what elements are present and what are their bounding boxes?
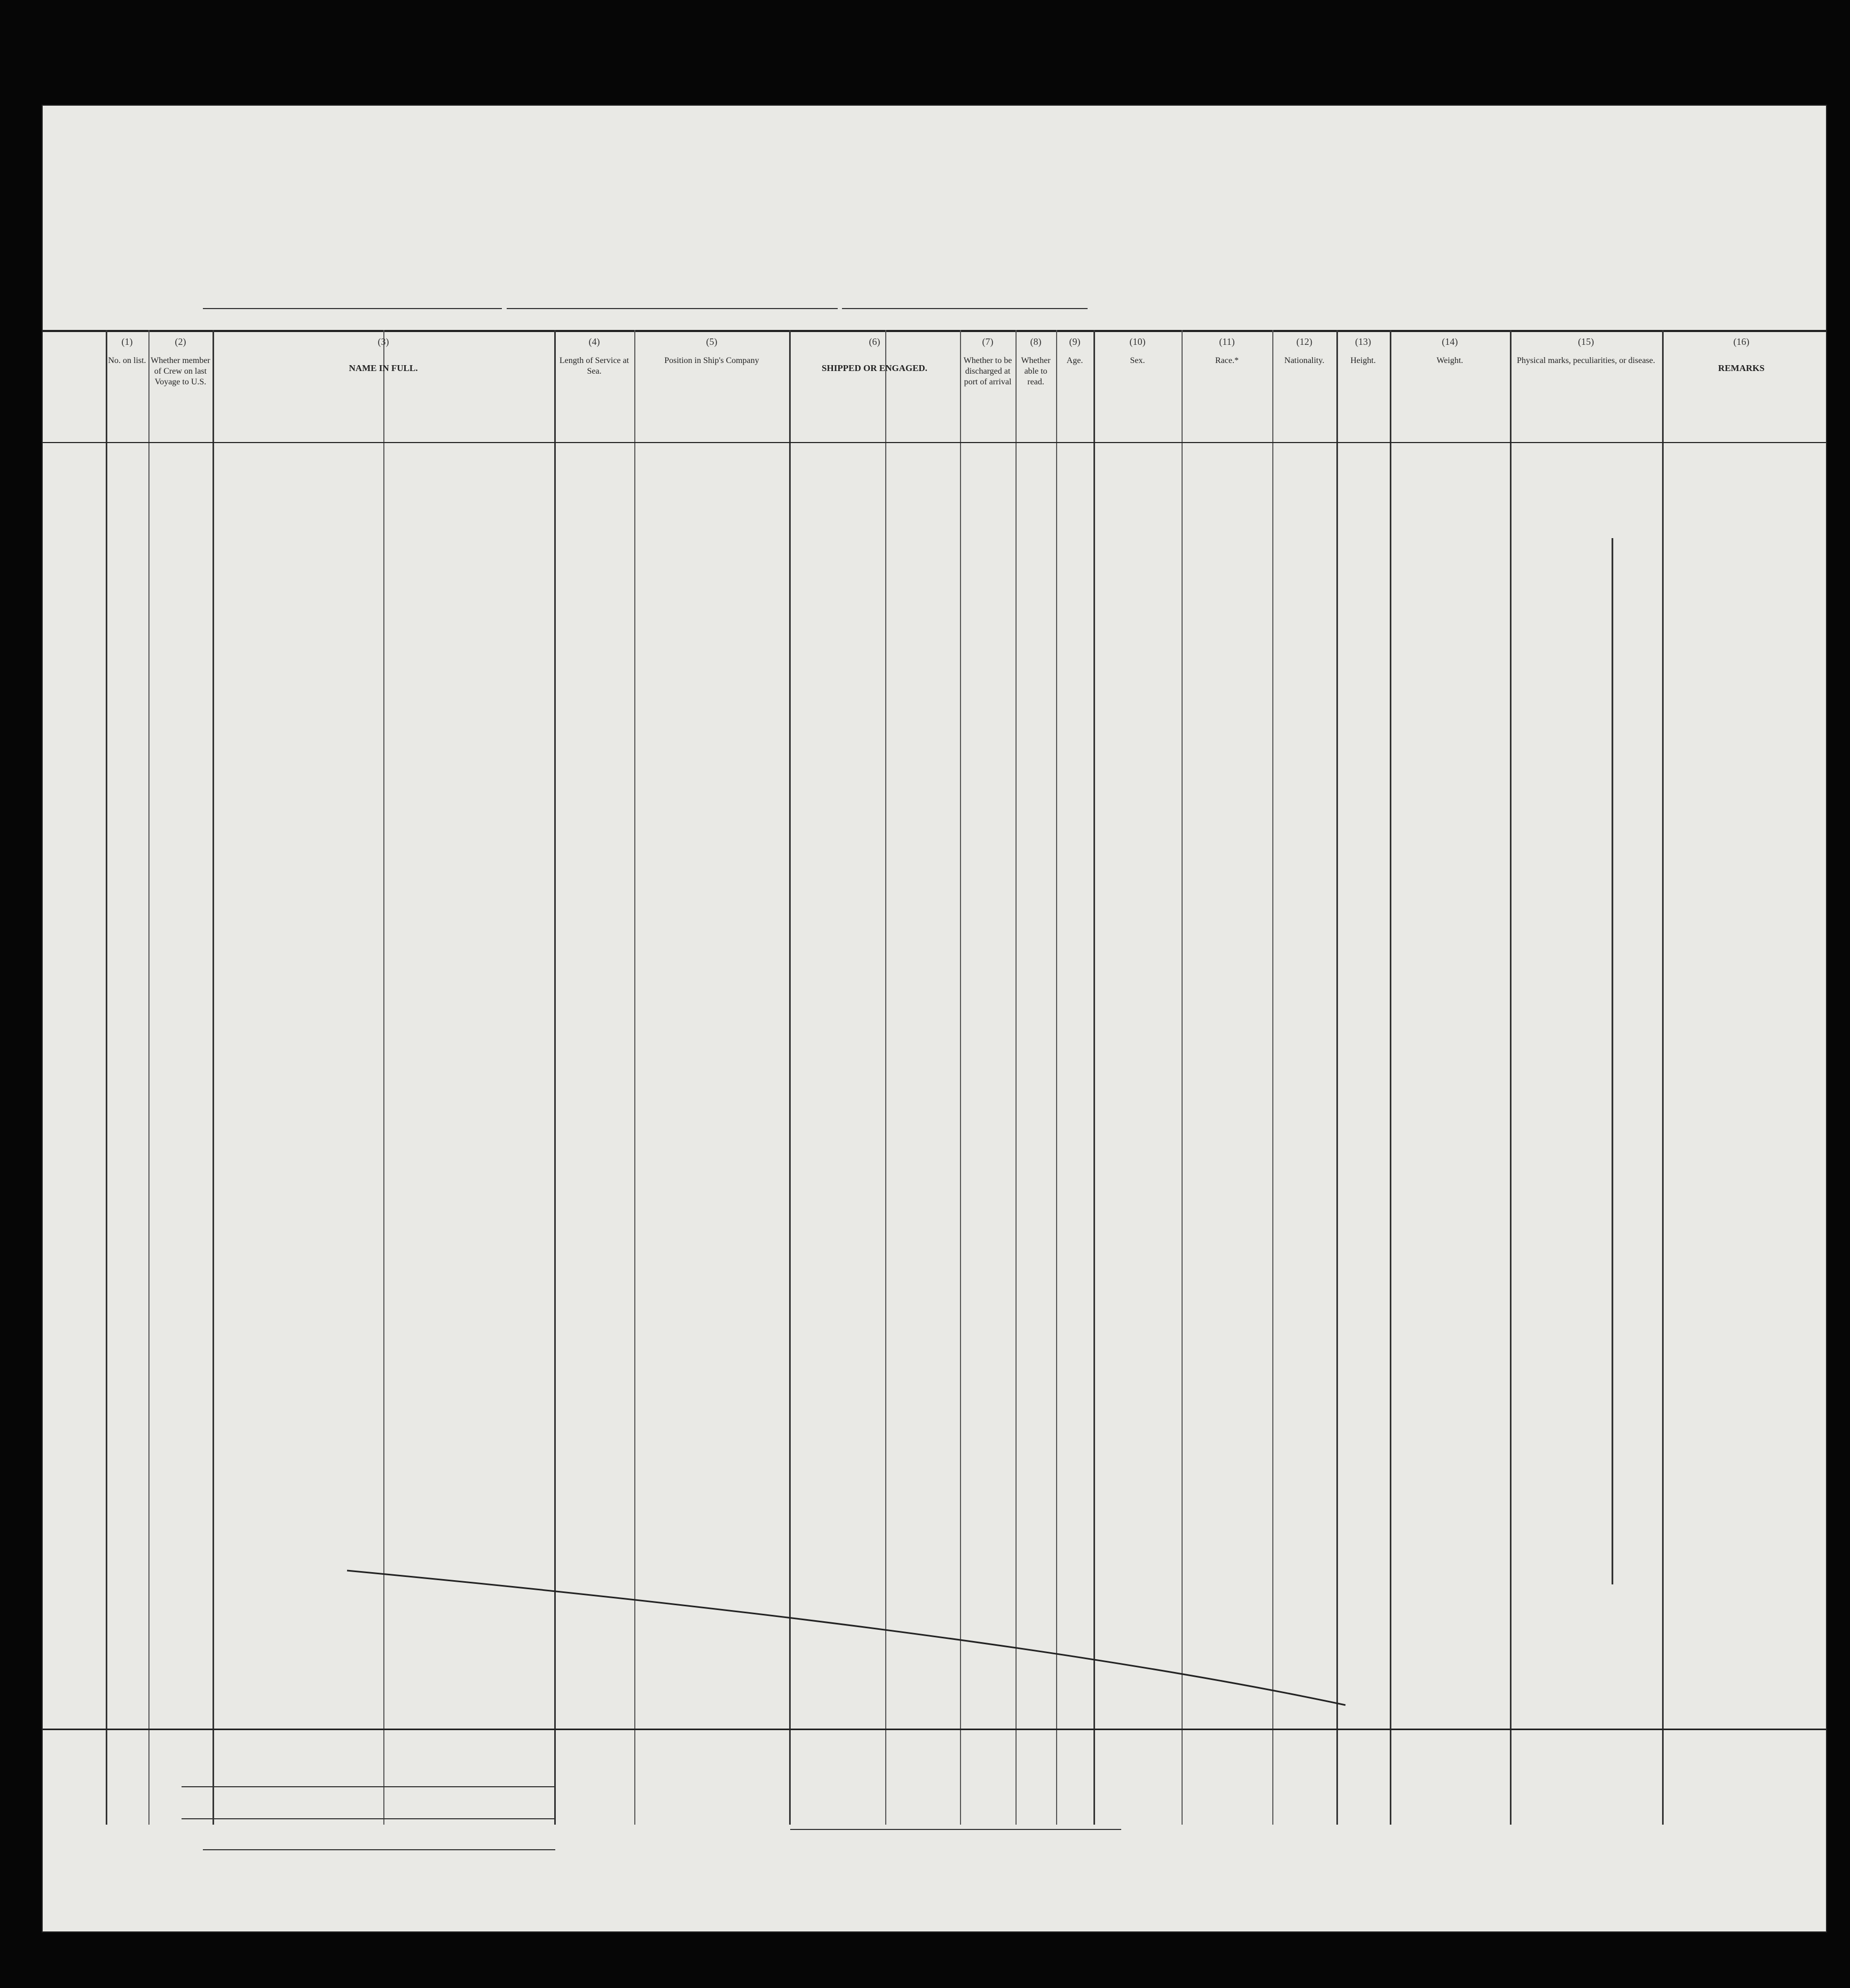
column-number: (4) <box>588 336 600 347</box>
column-number: (2) <box>175 336 186 347</box>
column-label: Race.* <box>1215 356 1239 365</box>
column-number: (10) <box>1129 336 1146 347</box>
column-label: REMARKS <box>1718 363 1765 373</box>
column-label: Whether member of Crew on last Voyage to U.S. <box>151 356 210 386</box>
manifest-sheet <box>42 105 1827 1932</box>
column-number: (3) <box>377 336 389 347</box>
inspector-underline <box>790 1829 1121 1830</box>
owners-underline <box>182 1818 555 1819</box>
column-number: (7) <box>982 336 994 347</box>
column-label: Weight. <box>1436 356 1463 365</box>
column-number: (1) <box>121 336 133 347</box>
cancel-line <box>347 1571 1345 1705</box>
column-label: No. on list. <box>108 356 146 365</box>
column-label: Whether able to read. <box>1021 356 1051 386</box>
column-label: SHIPPED OR ENGAGED. <box>822 363 927 373</box>
column-label: NAME IN FULL. <box>349 363 418 373</box>
column-number: (11) <box>1219 336 1235 347</box>
cancel-strokes <box>43 106 1826 1931</box>
column-label: Height. <box>1350 356 1376 365</box>
column-number: (5) <box>706 336 718 347</box>
footer-rule <box>43 1729 1826 1730</box>
column-label: Length of Service at Sea. <box>559 356 629 376</box>
column-number: (6) <box>869 336 880 347</box>
column-label: Position in Ship's Company <box>664 356 759 365</box>
column-number: (9) <box>1069 336 1081 347</box>
column-number: (13) <box>1355 336 1371 347</box>
agents-underline <box>203 1849 555 1850</box>
column-label: Age. <box>1066 356 1083 365</box>
column-number: (14) <box>1442 336 1458 347</box>
column-label: Nationality. <box>1284 356 1325 365</box>
column-label: Sex. <box>1130 356 1145 365</box>
column-number: (15) <box>1578 336 1594 347</box>
line-underline <box>182 1786 555 1787</box>
column-number: (8) <box>1030 336 1042 347</box>
column-label: Whether to be discharged at port of arrival <box>963 356 1012 386</box>
column-number: (16) <box>1733 336 1750 347</box>
column-number: (12) <box>1296 336 1312 347</box>
column-label: Physical marks, peculiarities, or disease. <box>1516 356 1656 365</box>
